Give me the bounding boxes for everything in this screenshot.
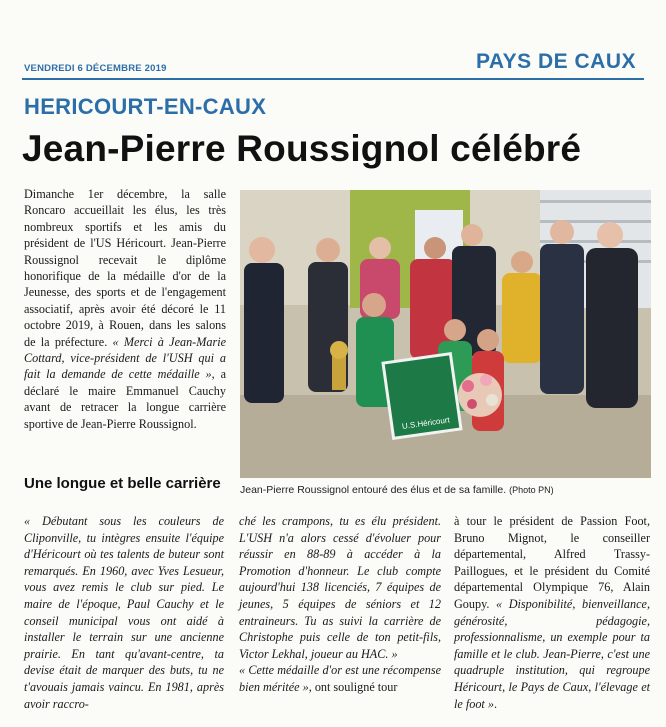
body-column-2: [239, 513, 441, 696]
lead-quote: « Merci à Jean-Marie Cottard, vice-président de l'USH qui a fait la demande de cette médaille »: [24, 334, 227, 382]
body-column-3: [454, 513, 650, 712]
article-lead: [24, 186, 226, 432]
section-title: PAYS DE CAUX: [475, 50, 636, 73]
lead-text: Dimanche 1er décembre, la salle Roncaro accueillait les élus, les très nombreux sportifs et les amis du président de l'US Héricourt. Jean-Pierre Roussignol recevait le diplôme honorifique de la médaille d'or de la Jeunesse, des sports et de l'engagement associatif, après avoir été décoré le 11 octobre 2019, à Rouen, dans les salons de la préfecture.: [24, 187, 226, 349]
column-3-quote: « Disponibilité, bienveillance, générosité, pédagogie, professionnalisme, un exemple pour ta famille et le club. Jean-Pierre, c'est une quadruple institution, qui regroupe Héricourt, le Pays de Caux, l'élevage et le foot »: [454, 596, 650, 711]
photo-credit: (Photo PN): [509, 485, 554, 495]
article-photo: [240, 190, 651, 478]
body-column-1: [24, 513, 224, 712]
column-2-quote: « Cette médaille d'or est une récompense bien méritée »: [239, 663, 441, 694]
lead-text-end: , a déclaré le maire Emmanuel Cauchy avant de retracer la longue carrière sportive de Jean-Pierre Roussignol.: [24, 367, 226, 431]
photo-caption: [240, 484, 651, 496]
article-headline: Jean-Pierre Roussignol célébré: [22, 128, 582, 169]
header-rule: [22, 78, 644, 80]
column-1-text: « Débutant sous les couleurs de Cliponville, tu intègres ensuite l'équipe d'Héricourt où tes talents de buteur sont remarqués. En 1960, avec Yves Lesueur, vous avez remis le club sur pied. Le maire de l'époque, Paul Cauchy et le conseil municipal vous ont aidé à installer le terrain sur une ancienne prairie. En tant qu'avant-centre, ta devise était de marquer des buts, tu ne t'avouais jamais vaincu. En 1981, après avoir raccro-: [24, 514, 224, 711]
article-kicker: HERICOURT-EN-CAUX: [24, 94, 267, 119]
column-2-text: , ont souligné tour: [308, 679, 398, 694]
frame-label: U.S.Héricourt: [401, 415, 451, 432]
caption-text: Jean-Pierre Roussignol entouré des élus et de sa famille.: [240, 484, 507, 496]
group-photo-illustration: [240, 190, 651, 478]
column-3-text: à tour le président de Passion Foot, Bruno Mignot, le conseiller départemental, Alfred Trassy-Paillogues, et le président du Comité départemental Olympique 76, Alain Goupy.: [454, 514, 650, 611]
column-3-end: .: [493, 696, 497, 711]
article-subhead: Une longue et belle carrière: [24, 475, 221, 492]
page-date: VENDREDI 6 DÉCEMBRE 2019: [24, 63, 167, 74]
column-2-text-quote: ché les crampons, tu es élu président. L'USH n'a alors cessé d'évoluer pour réussir en 88-89 à accéder à la Promotion d'honneur. Le club compte aujourd'hui 138 licenciés, 7 équipes de jeunes, 5 équipes de séniors et 12 entraineurs. Tu as suivi la carrière de Christophe puis celle de ton petit-fils, Victor Lekhal, joueur au HAC. »: [239, 514, 441, 661]
